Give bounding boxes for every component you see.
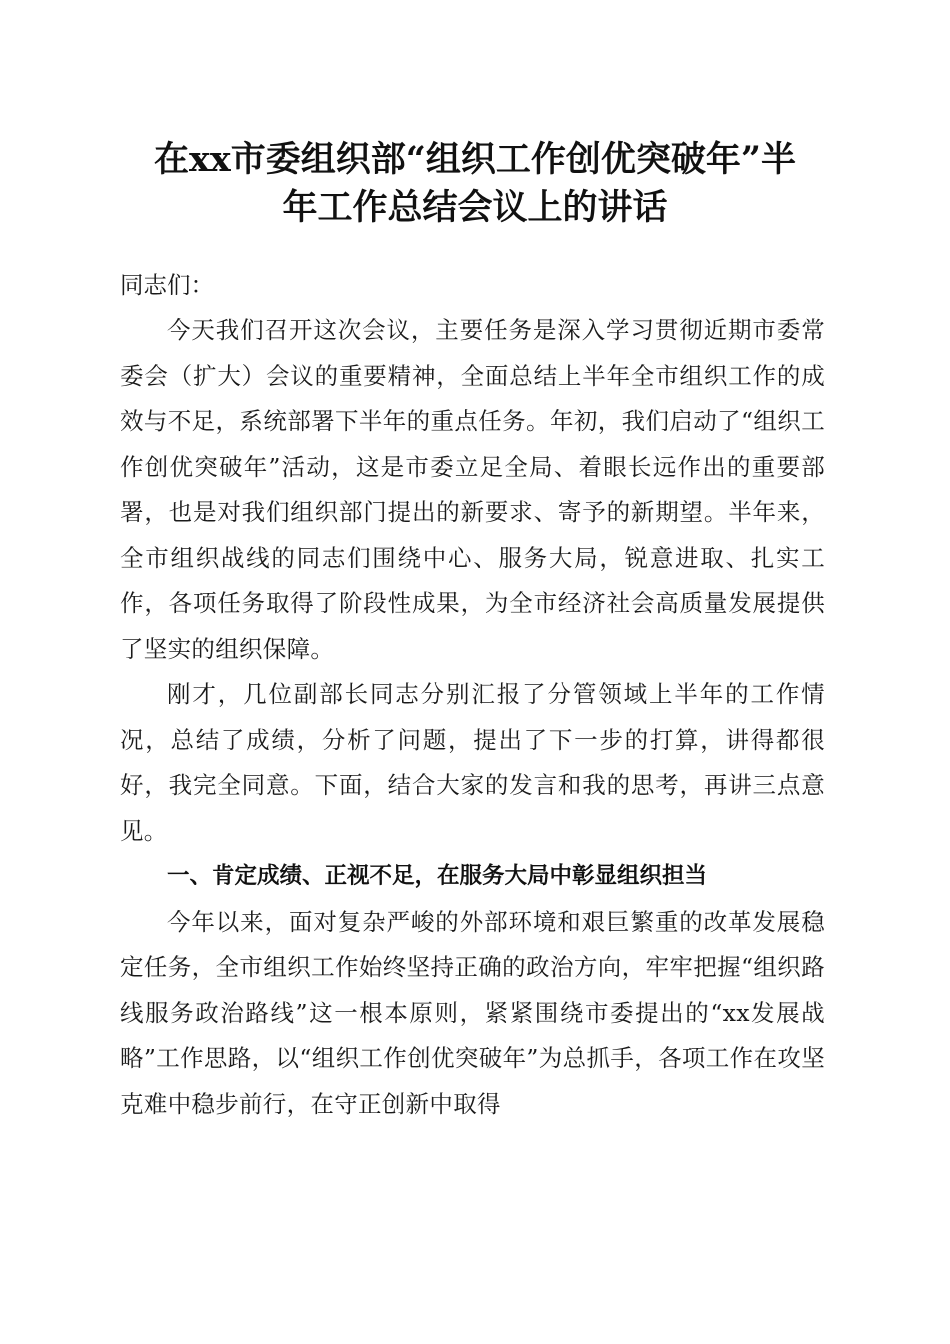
document-body: [120, 262, 825, 1127]
document-title-line-1: 在xx市委组织部“组织工作创优突破年”半: [154, 139, 796, 180]
salutation: 同志们：: [120, 271, 214, 299]
section-heading-1: 一、肯定成绩、正视不足，在服务大局中彰显组织担当: [167, 863, 708, 889]
document-title-line-2: 年工作总结会议上的讲话: [282, 187, 668, 228]
paragraph-section-1: 今年以来，面对复杂严峻的外部环境和艰巨繁重的改革发展稳定任务，全市组织工作始终坚持正确的政治方向，牢牢把握“组织路线服务政治路线”这一根本原则，紧紧围绕市委提出的“xx发展战略”工作思路，以“组织工作创优突破年”为总抓手，各项工作在攻坚克难中稳步前行，在守正创新中取得: [120, 907, 825, 1118]
paragraph-opinions: 刚才，几位副部长同志分别汇报了分管领域上半年的工作情况，总结了成绩，分析了问题，提出了下一步的打算，讲得都很好，我完全同意。下面，结合大家的发言和我的思考，再讲三点意见。: [120, 680, 825, 845]
paragraph-intro: 今天我们召开这次会议，主要任务是深入学习贯彻近期市委常委会（扩大）会议的重要精神，全面总结上半年全市组织工作的成效与不足，系统部署下半年的重点任务。年初，我们启动了“组织工作创优突破年”活动，这是市委立足全局、着眼长远作出的重要部署，也是对我们组织部门提出的新要求、寄予的新期望。半年来，全市组织战线的同志们围绕中心、服务大局，锐意进取、扎实工作，各项任务取得了阶段性成果，为全市经济社会高质量发展提供了坚实的组织保障。: [120, 316, 825, 663]
